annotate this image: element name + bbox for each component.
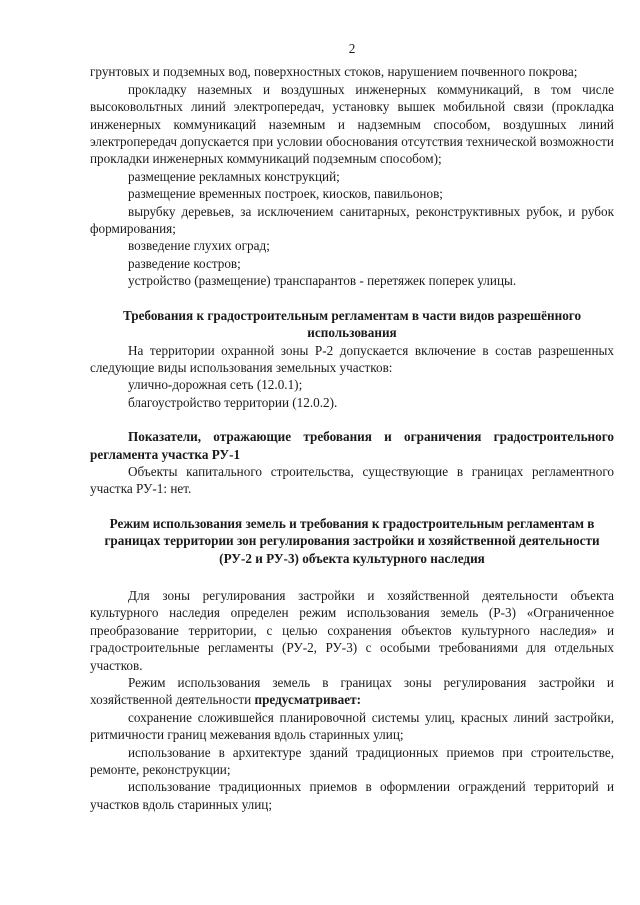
page-number: 2 [348,41,356,56]
paragraph: разведение костров; [128,255,241,271]
section-heading: Показатели, отражающие требования и ограничения градостроительного регламента участка РУ-1 [90,429,614,462]
list-item: сохранение сложившейся планировочной системы улиц, красных линий застройки, ритмичности границ межевания вдоль старинных улиц; [90,709,614,743]
paragraph-text: Режим использования земель в границах зоны регулирования застройки и хозяйственной деятельности [90,675,614,708]
paragraph: улично-дорожная сеть (12.0.1); [128,377,303,393]
section-heading: Требования к градостроительным регламентам в части видов разрешённого использования [122,307,582,341]
paragraph: возведение глухих оград; [128,238,270,254]
paragraph [90,674,614,709]
paragraph: прокладку наземных и воздушных инженерных коммуникаций, в том числе высоковольтных линий электропередач, установку вышек мобильной связи (прокладка инженерных коммуникаций наземным и надземным способом, воздушных линий электропередач допускается при условии обоснования отсутствия технической возможности прокладки инженерных коммуникаций подземным способом); [90,81,614,167]
paragraph: Для зоны регулирования застройки и хозяйственной деятельности объекта культурного наследия определен режим использования земель (Р-3) «Ограниченное преобразование территории, с целью сохранения объектов культурного наследия» и градостроительные регламенты (РУ-2, РУ-3) с особыми требованиями для отдельных участков. [90,587,614,673]
paragraph: На территории охранной зоны Р-2 допускается включение в состав разрешенных следующие виды использования земельных участков: [90,342,614,375]
paragraph: размещение временных построек, киосков, павильонов; [128,186,443,202]
paragraph: грунтовых и подземных вод, поверхностных стоков, нарушением почвенного покрова; [90,64,578,80]
emphasis-text: предусматривает: [254,692,361,708]
paragraph: Объекты капитального строительства, существующие в границах регламентного участка РУ-1: нет. [90,463,614,497]
paragraph: размещение рекламных конструкций; [128,168,340,184]
section-heading: Режим использования земель и требования к градостроительным регламентам в границах территории зон регулирования застройки и хозяйственной деятельности (РУ-2 и РУ-3) объекта культурного наследия [104,515,600,566]
paragraph: устройство (размещение) транспарантов - перетяжек поперек улицы. [128,273,517,289]
list-item: использование в архитектуре зданий традиционных приемов при строительстве, ремонте, реконструкции; [90,744,614,778]
list-item: использование традиционных приемов в оформлении ограждений территорий и участков вдоль старинных улиц; [90,779,614,812]
paragraph: вырубку деревьев, за исключением санитарных, реконструктивных рубок, и рубок формирования; [90,203,614,237]
paragraph: благоустройство территории (12.0.2). [128,394,338,410]
